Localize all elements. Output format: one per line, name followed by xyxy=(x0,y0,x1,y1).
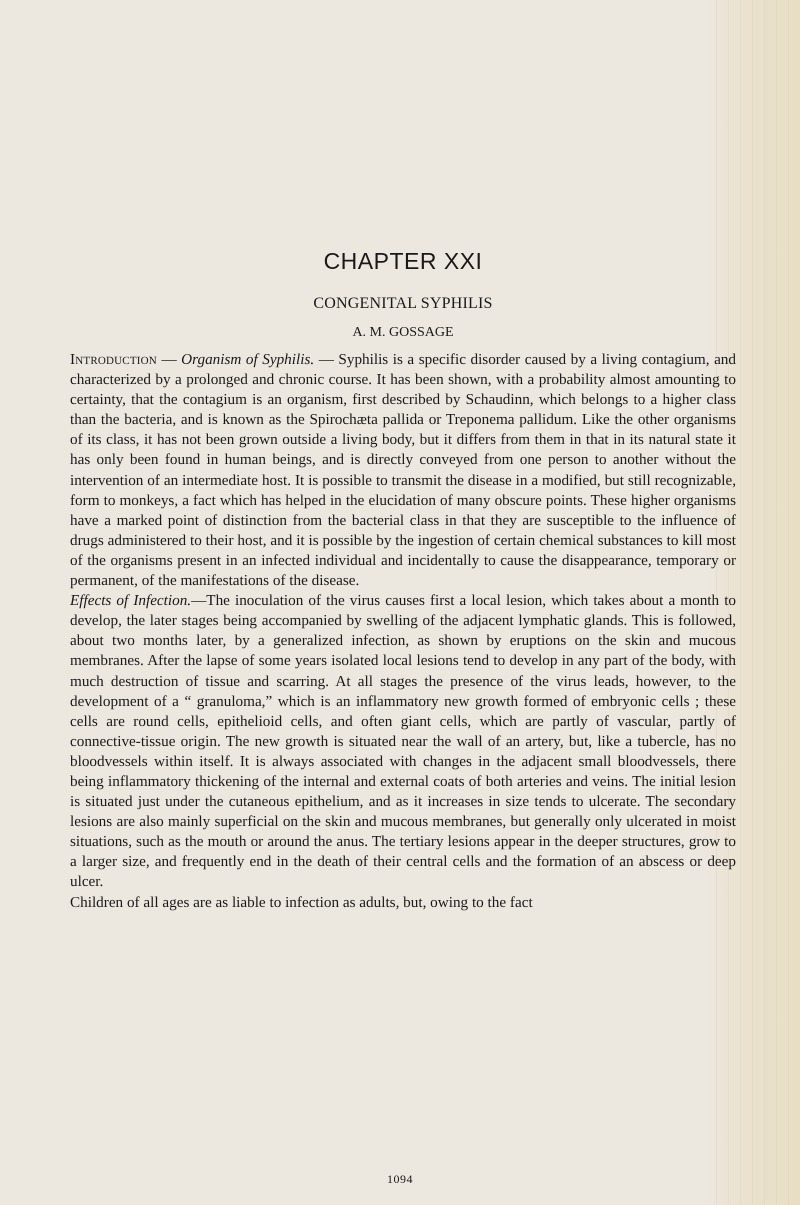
chapter-author: A. M. GOSSAGE xyxy=(352,325,454,340)
paragraph-text: Syphilis is a specific disorder caused by a living contagium, and characterized by a prolonged and chronic course. It has been shown, with a probability almost amounting to certainty, that the contagium is an organism, first described by Schaudinn, which belongs to a higher class than the bacteria, and is known as the Spirochæta pallida or Treponema pallidum. Like the other organisms of its class, it has not been grown outside a living body, but it differs from them in that in its natural state it has only been found in human beings, and is directly conveyed from one person to another without the intervention of an intermediate host. It is possible to transmit the disease in a modified, but still recognizable, form to monkeys, a fact which has helped in the elucidation of many obscure points. These higher organisms have a marked point of distinction from the bacterial class in that they are susceptible to the influence of drugs administered to their host, and it is possible by the ingestion of certain chemical substances to kill most of the organisms present in an infected individual and incidentally to cause the disappearance, temporary or permanent, of the manifestations of the disease. xyxy=(70,351,736,590)
section-separator: — xyxy=(156,351,182,368)
heading-dash: — xyxy=(314,351,339,368)
heading-dash: — xyxy=(191,592,207,610)
section-heading-effects: Effects of Infection. xyxy=(70,592,192,610)
paragraph-text: Children of all ages are as liable to infection as adults, but, owing to the fact xyxy=(70,893,533,911)
paragraph-effects xyxy=(70,591,736,892)
section-label-introduction: Introduction xyxy=(70,351,157,368)
chapter-title: CONGENITAL SYPHILIS xyxy=(313,295,493,312)
page-number: 1094 xyxy=(387,1172,413,1186)
page-content xyxy=(70,250,736,913)
paragraph-children xyxy=(70,893,736,913)
section-heading-organism: Organism of Syphilis. xyxy=(181,351,315,368)
chapter-heading: CHAPTER XXI xyxy=(323,248,483,274)
paragraph-introduction xyxy=(70,350,736,591)
paragraph-text: The inoculation of the virus causes first a local lesion, which takes about a month to develop, the later stages being accompanied by swelling of the adjacent lymphatic glands. This is followed, about two months later, by a generalized infection, as shown by eruptions on the skin and mucous membranes. After the lapse of some years isolated local lesions tend to develop in any part of the body, with much destruction of tissue and scarring. At all stages the presence of the virus leads, however, to the development of a “ granuloma,” which is an inflammatory new growth formed of embryonic cells ; these cells are round cells, epithelioid cells, and often giant cells, which are partly of vascular, partly of connective-tissue origin. The new growth is situated near the wall of an artery, but, like a tubercle, has no bloodvessels within itself. It is always associated with changes in the adjacent small bloodvessels, there being inflammatory thickening of the internal and external coats of both arteries and veins. The initial lesion is situated just under the cutaneous epithelium, and as it increases in size tends to ulcerate. The secondary lesions are also mainly superficial on the skin and mucous membranes, but generally only ulcerated in moist situations, such as the mouth or around the anus. The tertiary lesions appear in the deeper structures, grow to a larger size, and frequently end in the death of their central cells and the formation of an abscess or deep ulcer. xyxy=(70,592,737,891)
chapter-body xyxy=(70,350,736,913)
